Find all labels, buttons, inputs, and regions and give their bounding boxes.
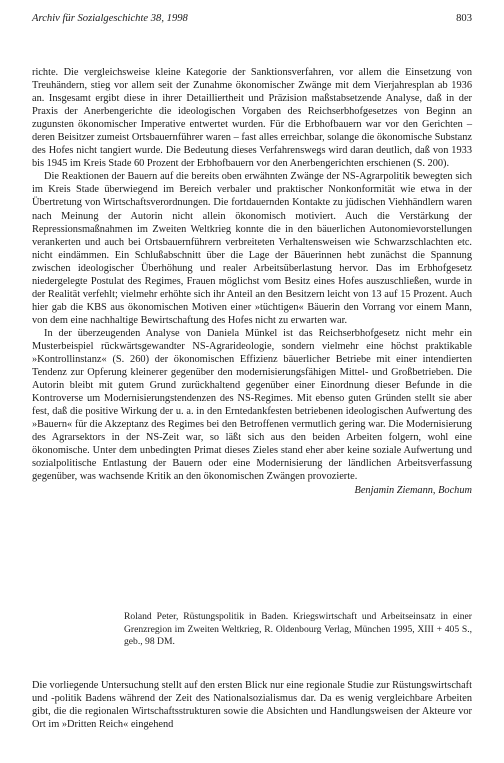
review-paragraph: Die vorliegende Untersuchung stellt auf den ersten Blick nur eine regionale Studie zur Rüstungswirtschaft und -politik Badens während der Zeit des Nationalsozialismus dar. Da es wenig vergleichbare Arbeiten gibt, die die regionalen Wirtschaftsstrukturen sowie die Absichten und Handlungsweisen der Akteure vor Ort im »Dritten Reich« eingehend bbox=[32, 680, 472, 731]
review-paragraph: richte. Die vergleichsweise kleine Kategorie der Sanktionsverfahren, vor allem die Einsetzung von Treuhändern, stieg vor allem seit der Zunahme ökonomischer Zwänge mit dem Vierjahresplan ab 1936 an. Insgesamt ergibt diese in ihrer Detailliertheit und Präzision maßstabsetzende Analyse, daß in der Praxis der Anerbengerichte die ideologischen Vorgaben des Reichserbhofgesetzes von Beginn an zugunsten ökonomischer Imperative entwertet wurden. Für die Erbhofbauern war vor den Gerichten – deren Beisitzer zumeist Ortsbauernführer waren – fast alles erreichbar, solange die ökonomische Substanz des Hofes nicht tangiert wurde. Die Bedeutung dieses Verfahrenswegs wird daran deutlich, daß von 1933 bis 1945 im Kreis Stade 60 Prozent der Erbhofbauern vor den Anerbengerichten erschienen (S. 200). bbox=[32, 67, 472, 170]
review-peter bbox=[32, 679, 472, 731]
book-citation: Roland Peter, Rüstungspolitik in Baden. Kriegswirtschaft und Arbeitseinsatz in einer Grenzregion im Zweiten Weltkrieg, R. Oldenbourg Verlag, München 1995, XIII + 405 S., geb., 98 DM. bbox=[124, 611, 472, 648]
review-ziemann bbox=[32, 66, 472, 497]
page-number: 803 bbox=[456, 13, 472, 24]
review-paragraph: In der überzeugenden Analyse von Daniela Münkel ist das Reichserbhofgesetz nicht mehr ein Musterbeispiel rückwärtsgewandter NS-Agrarideologie, sondern vielmehr eine höchst praktikable »Kontrollinstanz« (S. 260) der ökonomischen Effizienz bäuerlicher Betriebe mit einer intendierten Tendenz zur Opferung kleinerer gegenüber den modernisierungsfähigen Mittel- und Großbetrieben. Die Autorin bleibt mit gutem Grund zurückhaltend gegenüber einer Einordnung dieser Befunde in die Kontroverse um Modernisierungstendenzen des NS-Regimes. Mit ebenso guten Gründen stellt sie aber fest, daß die positive Wirkung der u. a. in den Erntedankfesten betriebenen ideologischen Aufwertung des »Bauern« für die Akzeptanz des Regimes bei den Betroffenen vermutlich gering war. Die Modernisierung des Agrarsektors in der NS-Zeit war, so läßt sich aus den beiden Arbeiten folgern, wohl eine ökonomische. Unter dem unbedingten Primat dieses Zieles stand eher aber keine soziale Aufwertung und sozialpolitische Entlastung der Bauern oder eine Modernisierung der ländlichen Arbeitsverfassung gegenüber, was wachsende Kritik an den ökonomischen Zwängen provozierte. bbox=[32, 327, 472, 483]
running-header bbox=[32, 13, 472, 24]
reviewer-signature: Benjamin Ziemann, Bochum bbox=[354, 484, 472, 496]
review-paragraph: Die Reaktionen der Bauern auf die bereits oben erwähnten Zwänge der NS-Agrarpolitik bewegten sich im Kreis Stade überwiegend im Bereich verbaler und praktischer Nonkonformität wie etwa in der Übertretung von Wirtschaftsverordnungen. Die fortdauernden Kontakte zu jüdischen Viehhändlern waren nach Meinung der Autorin nicht allein ökonomisch motiviert. Auch die Verstärkung der Repressionsmaßnahmen im Zweiten Weltkrieg konnte die in den bäuerlichen Autonomievorstellungen verankerten und auch bei Ortsbauernführern verbreiteten Verhaltensweisen wie Schwarzschlachten etc. nicht eindämmen. Ein Schlußabschnitt über die Lage der Bäuerinnen hebt zunächst die Spannung zwischen ideologischer Überhöhung und realer Arbeitsüberlastung hervor. Das im Erbhofgesetz niedergelegte Postulat des Regimes, Frauen möglichst vom Besitz eines Hofes auszuschließen, wurde in der Realität verfehlt; vielmehr erhöhte sich ihr Anteil an den Besitzern leicht von 13 auf 15 Prozent. Auch hier gab die KBS aus ökonomischen Motiven einer »tüchtigen« Bäuerin den Vorrang vor einem Mann, von dem eine nachhaltige Bewirtschaftung des Hofes nicht zu erwarten war. bbox=[32, 171, 472, 326]
journal-title: Archiv für Sozialgeschichte 38, 1998 bbox=[32, 13, 188, 24]
